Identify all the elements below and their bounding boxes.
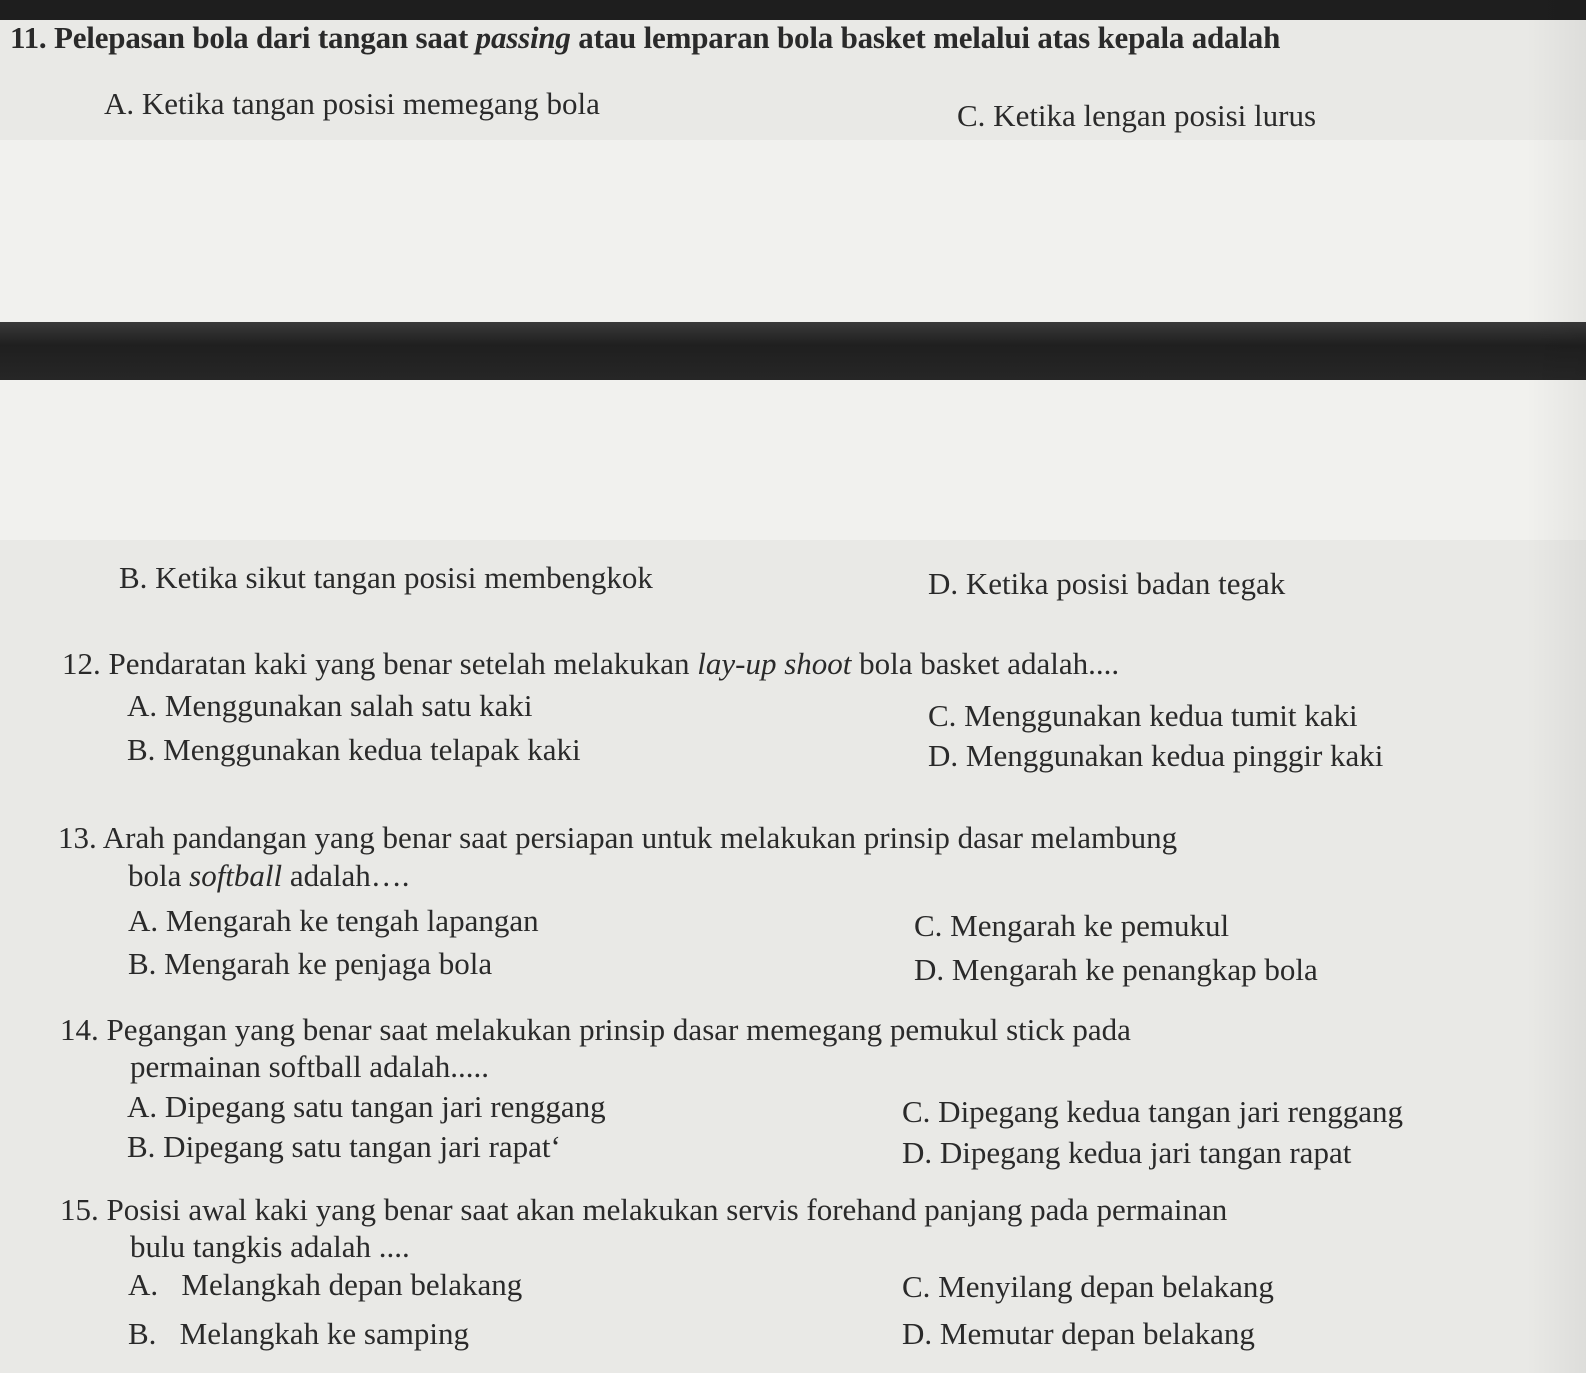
q15-option-b[interactable]: B. Melangkah ke samping — [128, 1316, 469, 1351]
question-text: bola basket adalah.... — [851, 646, 1120, 681]
question-13 — [58, 820, 1177, 856]
question-number: 12. — [62, 646, 101, 681]
q14-option-d[interactable]: D. Dipegang kedua jari tangan rapat — [902, 1135, 1352, 1170]
q13-option-a[interactable]: A. Mengarah ke tengah lapangan — [128, 903, 539, 938]
question-14-line-2: permainan softball adalah..... — [130, 1049, 489, 1084]
screen-top-edge — [0, 0, 1586, 20]
q13-option-b[interactable]: B. Mengarah ke penjaga bola — [128, 946, 493, 981]
screen-divider-bar — [0, 322, 1586, 380]
question-text: bola — [128, 858, 190, 893]
photo-vignette — [1526, 0, 1586, 1373]
q15-option-c[interactable]: C. Menyilang depan belakang — [902, 1269, 1274, 1304]
q12-option-a[interactable]: A. Menggunakan salah satu kaki — [127, 688, 533, 723]
question-number: 15. — [60, 1192, 99, 1227]
question-text: Pelepasan bola dari tangan saat — [54, 20, 476, 55]
question-number: 13. — [58, 820, 97, 855]
q11-option-a[interactable]: A. Ketika tangan posisi memegang bola — [104, 86, 600, 121]
question-text-italic: passing — [475, 20, 571, 55]
q13-option-d[interactable]: D. Mengarah ke penangkap bola — [914, 952, 1318, 987]
question-15-line-2: bulu tangkis adalah .... — [130, 1229, 410, 1264]
question-15 — [60, 1192, 1227, 1228]
q11-option-c[interactable]: C. Ketika lengan posisi lurus — [957, 98, 1317, 133]
question-text-italic: lay-up shoot — [697, 646, 852, 681]
q14-option-a[interactable]: A. Dipegang satu tangan jari renggang — [127, 1089, 606, 1124]
question-text: adalah…. — [282, 858, 410, 893]
question-12 — [62, 646, 1119, 682]
question-14 — [60, 1012, 1131, 1048]
q11-option-d[interactable]: D. Ketika posisi badan tegak — [928, 566, 1286, 601]
question-13-line-2 — [128, 858, 410, 894]
q14-option-c[interactable]: C. Dipegang kedua tangan jari renggang — [902, 1094, 1403, 1129]
question-text: Pendaratan kaki yang benar setelah melakukan — [108, 646, 698, 681]
q14-option-b[interactable]: B. Dipegang satu tangan jari rapat‘ — [127, 1129, 561, 1164]
q13-option-c[interactable]: C. Mengarah ke pemukul — [914, 908, 1230, 943]
question-11 — [10, 20, 1280, 56]
q15-option-a[interactable]: A. Melangkah depan belakang — [128, 1267, 523, 1302]
blank-area-lower — [0, 380, 1586, 540]
question-number: 14. — [60, 1012, 99, 1047]
question-text: Arah pandangan yang benar saat persiapan untuk melakukan prinsip dasar melambung — [102, 820, 1178, 855]
q11-option-b[interactable]: B. Ketika sikut tangan posisi membengkok — [119, 560, 653, 595]
q12-option-c[interactable]: C. Menggunakan kedua tumit kaki — [928, 698, 1358, 733]
q15-option-d[interactable]: D. Memutar depan belakang — [902, 1316, 1255, 1351]
question-text-italic: softball — [189, 858, 283, 893]
question-text: Pegangan yang benar saat melakukan prinsip dasar memegang pemukul stick pada — [106, 1012, 1131, 1047]
question-text: atau lemparan bola basket melalui atas kepala adalah — [570, 20, 1281, 55]
blank-area-upper — [0, 140, 1586, 322]
question-number: 11. — [10, 20, 47, 55]
question-text: Posisi awal kaki yang benar saat akan melakukan servis forehand panjang pada permainan — [106, 1192, 1228, 1227]
q12-option-d[interactable]: D. Menggunakan kedua pinggir kaki — [928, 738, 1384, 773]
q12-option-b[interactable]: B. Menggunakan kedua telapak kaki — [127, 732, 581, 767]
